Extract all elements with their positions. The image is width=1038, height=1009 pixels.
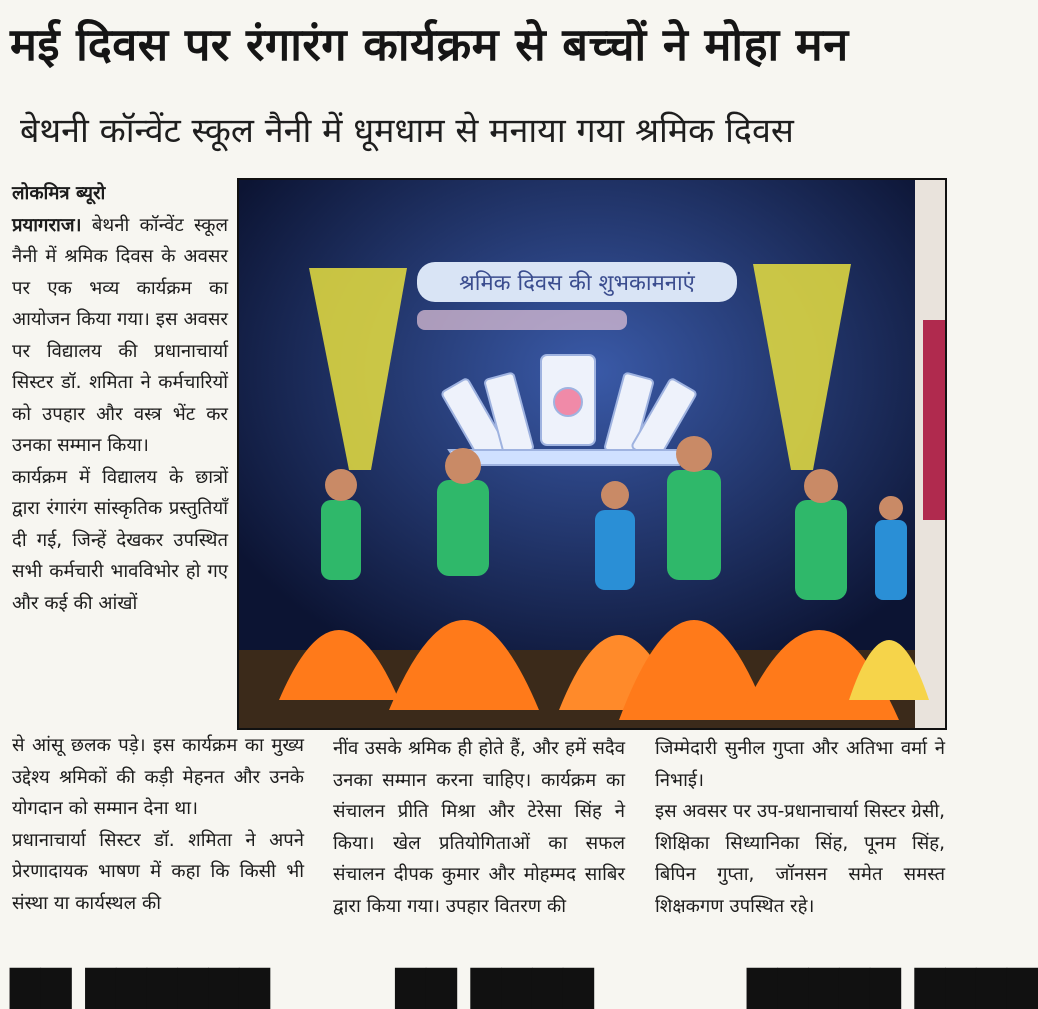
byline: लोकमित्र ब्यूरो — [12, 183, 106, 204]
dance-performance-illustration — [239, 180, 945, 728]
paragraph-2: कार्यक्रम में विद्यालय के छात्रों द्वारा रंगारंग सांस्कृतिक प्रस्तुतियाँ दी गई, जिन्हें देखकर उपस्थित सभी कर्मचारी भावविभोर हो गए और कई की आंखों — [12, 466, 228, 614]
article-column-1-continued — [12, 730, 304, 919]
article-column-3 — [655, 733, 945, 922]
banner-text: श्रमिक दिवस की शुभकामनाएं — [459, 271, 695, 296]
banner-strip — [417, 310, 627, 330]
paragraph-5: नींव उसके श्रमिक ही होते हैं, और हमें सदैव उनका सम्मान करना चाहिए। कार्यक्रम का संचालन प्रीति मिश्रा और टेरेसा सिंह ने किया। खेल प्रतियोगिताओं का सफल संचालन दीपक कुमार और मोहम्मद साबिर द्वारा किया गया। उपहार वितरण की — [333, 738, 625, 917]
side-banner — [923, 320, 945, 520]
cut-off-headline-fragment: ▇▇ ▇▇▇▇▇▇ ▇▇ ▇▇▇▇ ▇▇▇▇▇ ▇▇▇▇ — [10, 963, 1038, 1009]
paragraph-3: से आंसू छलक पड़े। इस कार्यक्रम का मुख्य उद्देश्य श्रमिकों की कड़ी मेहनत और उनके योगदान को सम्मान देना था। — [12, 735, 304, 819]
dateline: प्रयागराज। — [12, 214, 82, 236]
paragraph-1-text: बेथनी कॉन्वेंट स्कूल नैनी में श्रमिक दिवस के अवसर पर एक भव्य कार्यक्रम का आयोजन किया गया। इस अवसर पर विद्यालय की प्रधानाचार्या सिस्टर डॉ. शमिता ने कर्मचारियों को उपहार और वस्त्र भेंट कर उनका सम्मान किया। — [12, 214, 228, 456]
paragraph-6: जिम्मेदारी सुनील गुप्ता और अतिभा वर्मा ने निभाई। — [655, 738, 945, 791]
paragraph-4: प्रधानाचार्या सिस्टर डॉ. शमिता ने अपने प्रेरणादायक भाषण में कहा कि किसी भी संस्था या कार्यस्थल की — [12, 829, 304, 914]
paragraph-7: इस अवसर पर उप-प्रधानाचार्या सिस्टर ग्रेसी, शिक्षिका सिध्यानिका सिंह, पूनम सिंह, बिपिन गुप्ता, जॉनसन समेत समस्त शिक्षकगण उपस्थित रहे। — [655, 801, 945, 917]
article-column-1 — [12, 178, 228, 619]
article-column-2 — [333, 733, 625, 922]
subheadline: बेथनी कॉन्वेंट स्कूल नैनी में धूमधाम से मनाया गया श्रमिक दिवस — [20, 111, 794, 151]
next-headline-cut — [0, 962, 1038, 1009]
headline: मई दिवस पर रंगारंग कार्यक्रम से बच्चों ने मोहा मन — [10, 18, 849, 71]
paragraph-1 — [12, 210, 228, 462]
event-photo — [237, 178, 947, 730]
